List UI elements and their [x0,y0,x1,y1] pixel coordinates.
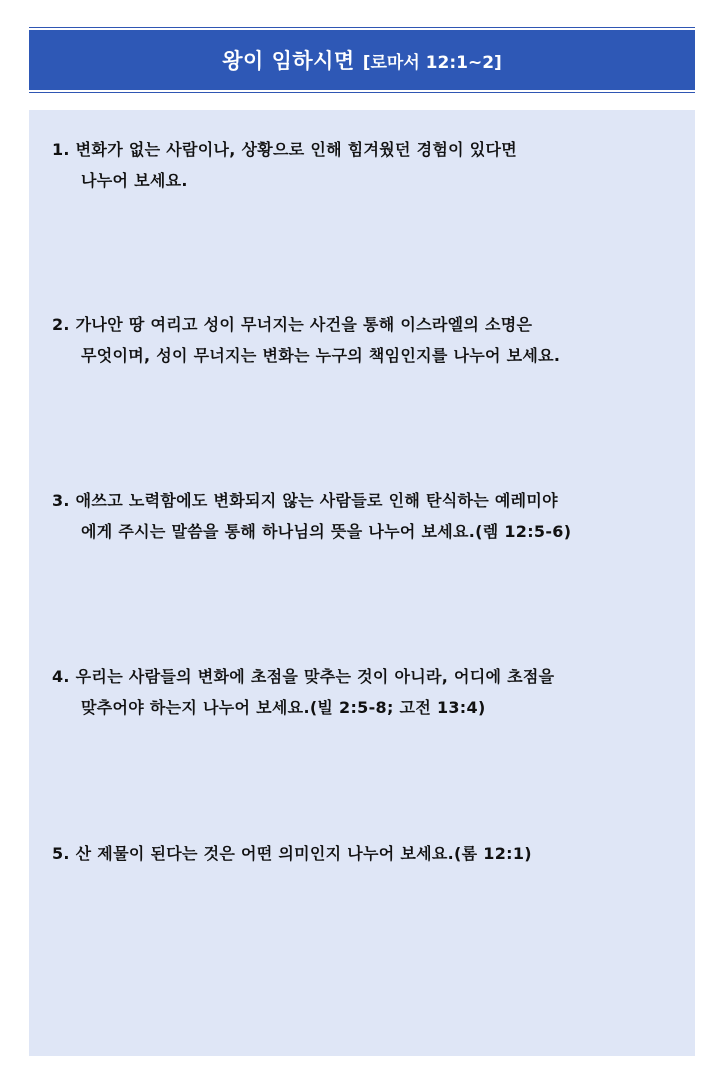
question-item-1 [52,134,682,196]
scripture-reference: [로마서 12:1~2] [362,52,502,73]
question-2-line-2: 무엇이며, 성이 무너지는 변화는 누구의 책임인지를 나누어 보세요. [81,346,561,365]
question-item-5 [52,838,682,869]
question-1-line-1: 1. 변화가 없는 사람이나, 상황으로 인해 힘겨웠던 경험이 있다면 [52,140,518,159]
question-3-line-1: 3. 애쓰고 노력함에도 변화되지 않는 사람들로 인해 탄식하는 예레미야 [52,491,558,510]
page-title: 왕이 임하시면 [222,49,355,73]
header-bottom-rule [29,92,695,93]
question-1-line-2: 나누어 보세요. [81,171,188,190]
title-banner [29,30,695,90]
question-item-4 [52,661,682,723]
question-item-3 [52,485,682,547]
question-4-line-2: 맞추어야 하는지 나누어 보세요.(빌 2:5-8; 고전 13:4) [81,698,486,717]
question-2-line-1: 2. 가나안 땅 여리고 성이 무너지는 사건을 통해 이스라엘의 소명은 [52,315,533,334]
question-3-line-2: 에게 주시는 말씀을 통해 하나님의 뜻을 나누어 보세요.(렘 12:5-6) [81,522,572,541]
question-4-line-1: 4. 우리는 사람들의 변화에 초점을 맞추는 것이 아니라, 어디에 초점을 [52,667,555,686]
questions-panel [29,110,695,1056]
question-item-2 [52,309,682,371]
question-5-line-1: 5. 산 제물이 된다는 것은 어떤 의미인지 나누어 보세요.(롬 12:1) [52,844,532,863]
header-top-rule [29,27,695,28]
